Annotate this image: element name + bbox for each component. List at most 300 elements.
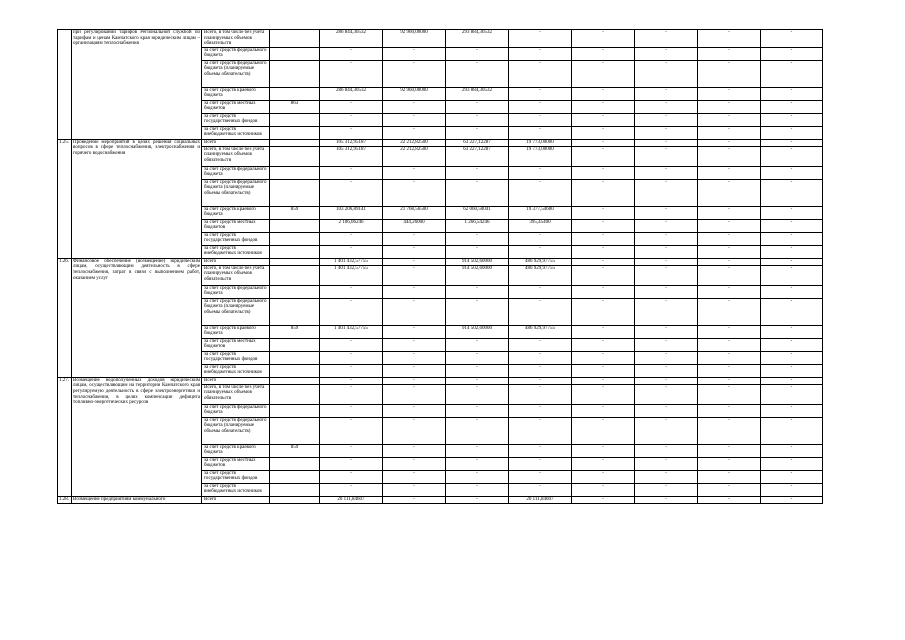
amount-cell: - xyxy=(320,377,383,384)
amount-cell: - xyxy=(446,298,509,325)
amount-cell: - xyxy=(320,384,383,404)
amount-cell: - xyxy=(698,470,761,483)
amount-cell: - xyxy=(383,417,446,444)
amount-cell: - xyxy=(509,232,572,245)
amount-cell: 62 060,50041 xyxy=(446,206,509,219)
amount-cell: - xyxy=(383,258,446,265)
amount-cell: - xyxy=(320,298,383,325)
amount-cell: - xyxy=(509,47,572,60)
budget-table-sheet xyxy=(57,29,822,602)
funding-source: за счет средств местных бюджетов xyxy=(202,338,270,351)
amount-cell: - xyxy=(572,384,635,404)
amount-cell: - xyxy=(572,496,635,503)
amount-cell: - xyxy=(383,384,446,404)
amount-cell: - xyxy=(383,404,446,417)
amount-cell: - xyxy=(635,384,698,404)
grbs-code: 859 xyxy=(270,325,320,338)
amount-cell: - xyxy=(320,113,383,126)
amount-cell: - xyxy=(761,325,823,338)
amount-cell: - xyxy=(446,377,509,384)
amount-cell: - xyxy=(761,139,823,146)
funding-source: за счет средств государственных фондов xyxy=(202,351,270,364)
table-row xyxy=(58,377,823,384)
amount-cell: - xyxy=(383,298,446,325)
amount-cell: - xyxy=(572,179,635,206)
funding-source: за счет средств федерального бюджета (планируемые объемы обязательств) xyxy=(202,298,270,325)
amount-cell: - xyxy=(572,417,635,444)
grbs-code xyxy=(270,139,320,146)
amount-cell: - xyxy=(761,113,823,126)
amount-cell: - xyxy=(572,245,635,258)
amount-cell: - xyxy=(635,139,698,146)
amount-cell: - xyxy=(761,364,823,377)
amount-cell: - xyxy=(446,457,509,470)
funding-source: за счет средств федерального бюджета (планируемые объемы обязательств) xyxy=(202,179,270,206)
amount-cell: - xyxy=(509,113,572,126)
amount-cell: - xyxy=(635,470,698,483)
amount-cell: - xyxy=(383,126,446,139)
amount-cell: - xyxy=(446,483,509,496)
amount-cell: - xyxy=(572,100,635,113)
grbs-code xyxy=(270,60,320,87)
amount-cell: - xyxy=(635,404,698,417)
amount-cell: - xyxy=(572,30,635,48)
funding-source: за счет средств федерального бюджета (планируемые объемы обязательств) xyxy=(202,417,270,444)
amount-cell: - xyxy=(635,30,698,48)
amount-cell: - xyxy=(509,245,572,258)
amount-cell: - xyxy=(698,325,761,338)
item-name: Возмещение предприятиям коммунального xyxy=(72,496,202,503)
amount-cell: - xyxy=(572,113,635,126)
amount-cell: - xyxy=(320,285,383,298)
amount-cell: - xyxy=(446,47,509,60)
item-number: 1.25. xyxy=(58,139,72,258)
amount-cell: - xyxy=(635,126,698,139)
funding-source: за счет средств федерального бюджета xyxy=(202,285,270,298)
amount-cell: 20 111,84607 xyxy=(320,496,383,503)
amount-cell: - xyxy=(446,338,509,351)
amount-cell: 286 844,30532 xyxy=(320,30,383,48)
amount-cell: - xyxy=(509,126,572,139)
amount-cell: - xyxy=(698,265,761,285)
amount-cell: - xyxy=(761,384,823,404)
grbs-code xyxy=(270,377,320,384)
grbs-code xyxy=(270,351,320,364)
amount-cell: - xyxy=(698,457,761,470)
grbs-code xyxy=(270,470,320,483)
amount-cell: - xyxy=(635,483,698,496)
grbs-code xyxy=(270,258,320,265)
amount-cell: - xyxy=(698,444,761,457)
amount-cell: - xyxy=(698,146,761,166)
item-number: 1.27. xyxy=(58,377,72,496)
amount-cell: - xyxy=(383,47,446,60)
amount-cell: - xyxy=(509,60,572,87)
amount-cell: - xyxy=(635,100,698,113)
amount-cell: - xyxy=(698,351,761,364)
amount-cell: 19 377,54600 xyxy=(509,206,572,219)
amount-cell: 293 884,30532 xyxy=(446,87,509,100)
amount-cell: - xyxy=(509,470,572,483)
amount-cell: - xyxy=(761,444,823,457)
amount-cell: - xyxy=(572,166,635,179)
amount-cell: 19 773,00000 xyxy=(509,146,572,166)
amount-cell: - xyxy=(509,285,572,298)
amount-cell: - xyxy=(635,444,698,457)
funding-source: за счет средств краевого бюджета xyxy=(202,325,270,338)
funding-source: Всего, в том числе без учета планируемых объемов обязательств xyxy=(202,30,270,48)
grbs-code: 863 xyxy=(270,100,320,113)
amount-cell: 914 502,60000 xyxy=(446,325,509,338)
amount-cell: 286 844,30532 xyxy=(320,87,383,100)
amount-cell: - xyxy=(572,258,635,265)
amount-cell: - xyxy=(509,404,572,417)
funding-source: Всего xyxy=(202,139,270,146)
amount-cell: - xyxy=(572,377,635,384)
amount-cell: - xyxy=(635,351,698,364)
amount-cell: - xyxy=(572,219,635,232)
amount-cell: - xyxy=(446,444,509,457)
item-name: Возмещение недополученных доходов юридическим лицам, осуществляющим на территории Камчатского края регулируемую деятельность в сфере электроэнергетики и теплоснабжения, в целях компенсации дефицита топливно-энергетических ресурсов xyxy=(72,377,202,496)
amount-cell: 22 212,82500 xyxy=(383,139,446,146)
funding-source: за счет средств федерального бюджета xyxy=(202,47,270,60)
amount-cell: - xyxy=(320,351,383,364)
amount-cell: - xyxy=(572,457,635,470)
amount-cell: - xyxy=(761,232,823,245)
amount-cell: - xyxy=(698,166,761,179)
amount-cell: - xyxy=(572,232,635,245)
grbs-code xyxy=(270,483,320,496)
amount-cell: - xyxy=(698,258,761,265)
grbs-code xyxy=(270,417,320,444)
amount-cell: - xyxy=(698,60,761,87)
amount-cell: 21 768,56500 xyxy=(383,206,446,219)
amount-cell: - xyxy=(383,351,446,364)
amount-cell: - xyxy=(761,126,823,139)
amount-cell: - xyxy=(572,60,635,87)
funding-source: Всего xyxy=(202,377,270,384)
amount-cell: - xyxy=(383,444,446,457)
grbs-code xyxy=(270,47,320,60)
amount-cell: - xyxy=(446,285,509,298)
amount-cell: 105 312,95187 xyxy=(320,139,383,146)
amount-cell: - xyxy=(698,139,761,146)
amount-cell: - xyxy=(698,206,761,219)
amount-cell: - xyxy=(635,179,698,206)
funding-source: Всего, в том числе без учета планируемых объемов обязательств xyxy=(202,384,270,404)
funding-source: Всего xyxy=(202,496,270,503)
amount-cell: 63 227,12287 xyxy=(446,146,509,166)
grbs-code: 859 xyxy=(270,444,320,457)
amount-cell: - xyxy=(446,166,509,179)
amount-cell: - xyxy=(698,417,761,444)
amount-cell: - xyxy=(446,384,509,404)
amount-cell: - xyxy=(320,60,383,87)
grbs-code: 859 xyxy=(270,206,320,219)
amount-cell: - xyxy=(383,377,446,384)
amount-cell: - xyxy=(635,265,698,285)
amount-cell: - xyxy=(635,245,698,258)
amount-cell: 486 929,97755 xyxy=(509,325,572,338)
amount-cell: - xyxy=(761,206,823,219)
amount-cell: - xyxy=(383,364,446,377)
amount-cell: - xyxy=(509,351,572,364)
amount-cell: - xyxy=(635,113,698,126)
budget-table xyxy=(57,29,823,504)
grbs-code xyxy=(270,384,320,404)
amount-cell: - xyxy=(509,384,572,404)
amount-cell: 395,45400 xyxy=(509,219,572,232)
amount-cell: - xyxy=(761,457,823,470)
amount-cell: 1 266,54246 xyxy=(446,219,509,232)
funding-source: за счет средств краевого бюджета xyxy=(202,206,270,219)
amount-cell: - xyxy=(572,47,635,60)
amount-cell: - xyxy=(635,60,698,87)
amount-cell: 486 929,97755 xyxy=(509,258,572,265)
amount-cell: - xyxy=(509,444,572,457)
amount-cell: - xyxy=(761,285,823,298)
amount-cell: - xyxy=(635,166,698,179)
amount-cell: - xyxy=(572,338,635,351)
amount-cell: - xyxy=(698,404,761,417)
amount-cell: 105 312,95187 xyxy=(320,146,383,166)
grbs-code xyxy=(270,285,320,298)
amount-cell: - xyxy=(320,444,383,457)
amount-cell: - xyxy=(509,417,572,444)
amount-cell: - xyxy=(698,219,761,232)
amount-cell: - xyxy=(509,364,572,377)
amount-cell: - xyxy=(698,483,761,496)
table-row xyxy=(58,139,823,146)
funding-source: за счет средств федерального бюджета xyxy=(202,166,270,179)
amount-cell: - xyxy=(509,483,572,496)
amount-cell: 22 212,82500 xyxy=(383,146,446,166)
amount-cell: 19 773,00000 xyxy=(509,139,572,146)
amount-cell: 103 206,89141 xyxy=(320,206,383,219)
amount-cell: 63 227,12287 xyxy=(446,139,509,146)
grbs-code xyxy=(270,364,320,377)
amount-cell: - xyxy=(761,219,823,232)
amount-cell: - xyxy=(572,146,635,166)
amount-cell: - xyxy=(761,483,823,496)
amount-cell: - xyxy=(698,377,761,384)
amount-cell: - xyxy=(761,377,823,384)
amount-cell: - xyxy=(698,87,761,100)
amount-cell: - xyxy=(320,404,383,417)
funding-source: за счет средств местных бюджетов xyxy=(202,100,270,113)
funding-source: за счет средств краевого бюджета xyxy=(202,444,270,457)
funding-source: за счет средств государственных фондов xyxy=(202,232,270,245)
amount-cell: 20 111,84607 xyxy=(509,496,572,503)
amount-cell: - xyxy=(320,417,383,444)
amount-cell: - xyxy=(572,139,635,146)
funding-source: за счет средств местных бюджетов xyxy=(202,457,270,470)
amount-cell: - xyxy=(446,60,509,87)
grbs-code xyxy=(270,232,320,245)
amount-cell: 92 960,00000 xyxy=(383,87,446,100)
amount-cell: - xyxy=(446,404,509,417)
amount-cell: - xyxy=(383,179,446,206)
amount-cell: - xyxy=(509,457,572,470)
amount-cell: 2 106,06246 xyxy=(320,219,383,232)
amount-cell: - xyxy=(383,285,446,298)
amount-cell: - xyxy=(761,87,823,100)
amount-cell: - xyxy=(635,496,698,503)
amount-cell: 1 401 432,57755 xyxy=(320,258,383,265)
amount-cell: - xyxy=(698,179,761,206)
amount-cell: - xyxy=(572,470,635,483)
amount-cell: - xyxy=(761,338,823,351)
amount-cell: - xyxy=(698,298,761,325)
amount-cell: - xyxy=(446,351,509,364)
item-name: при регулировании тарифов Региональной службой по тарифам и ценам Камчатского края юридическим лицам – организациям теплоснабжения xyxy=(72,30,202,140)
amount-cell: - xyxy=(383,483,446,496)
table-row xyxy=(58,30,823,48)
amount-cell: - xyxy=(635,298,698,325)
amount-cell: - xyxy=(761,47,823,60)
amount-cell: - xyxy=(320,232,383,245)
grbs-code xyxy=(270,179,320,206)
item-name: Финансовое обеспечение (возмещение) юридическим лицам, осуществляющим деятельность в сфере теплоснабжения, затрат в связи с выполнением работ, оказанием услуг xyxy=(72,258,202,377)
amount-cell: - xyxy=(635,146,698,166)
amount-cell: - xyxy=(572,87,635,100)
grbs-code xyxy=(270,265,320,285)
amount-cell: - xyxy=(320,457,383,470)
amount-cell: - xyxy=(383,338,446,351)
amount-cell: - xyxy=(698,30,761,48)
amount-cell: - xyxy=(446,245,509,258)
grbs-code xyxy=(270,496,320,503)
amount-cell: - xyxy=(509,87,572,100)
amount-cell: - xyxy=(446,496,509,503)
amount-cell: - xyxy=(446,100,509,113)
amount-cell: - xyxy=(698,113,761,126)
grbs-code xyxy=(270,30,320,48)
table-row xyxy=(58,258,823,265)
amount-cell: - xyxy=(320,126,383,139)
amount-cell: - xyxy=(320,338,383,351)
amount-cell: - xyxy=(761,417,823,444)
amount-cell: - xyxy=(698,100,761,113)
amount-cell: - xyxy=(635,232,698,245)
amount-cell: - xyxy=(698,384,761,404)
table-row xyxy=(58,496,823,503)
amount-cell: - xyxy=(320,245,383,258)
amount-cell: - xyxy=(761,166,823,179)
item-number: 1.26. xyxy=(58,258,72,377)
amount-cell: - xyxy=(383,60,446,87)
amount-cell: - xyxy=(320,166,383,179)
amount-cell: 444,26000 xyxy=(383,219,446,232)
grbs-code xyxy=(270,404,320,417)
grbs-code xyxy=(270,338,320,351)
amount-cell: - xyxy=(446,113,509,126)
amount-cell: - xyxy=(761,404,823,417)
amount-cell: - xyxy=(761,100,823,113)
amount-cell: - xyxy=(635,219,698,232)
amount-cell: - xyxy=(698,126,761,139)
amount-cell: - xyxy=(572,126,635,139)
amount-cell: - xyxy=(761,258,823,265)
amount-cell: - xyxy=(383,232,446,245)
amount-cell: - xyxy=(383,496,446,503)
amount-cell: - xyxy=(635,206,698,219)
amount-cell: - xyxy=(635,417,698,444)
amount-cell: - xyxy=(698,232,761,245)
amount-cell: - xyxy=(635,338,698,351)
funding-source: за счет средств внебюджетных источников xyxy=(202,483,270,496)
amount-cell: 914 502,60000 xyxy=(446,265,509,285)
grbs-code xyxy=(270,113,320,126)
amount-cell: - xyxy=(320,364,383,377)
amount-cell: - xyxy=(509,30,572,48)
amount-cell: - xyxy=(761,245,823,258)
grbs-code xyxy=(270,457,320,470)
funding-source: за счет средств краевого бюджета xyxy=(202,87,270,100)
amount-cell: - xyxy=(383,113,446,126)
amount-cell: - xyxy=(383,470,446,483)
amount-cell: - xyxy=(635,258,698,265)
item-number: 1.28. xyxy=(58,496,72,503)
amount-cell: - xyxy=(635,457,698,470)
amount-cell: - xyxy=(698,47,761,60)
amount-cell: - xyxy=(446,179,509,206)
amount-cell: - xyxy=(572,404,635,417)
amount-cell: - xyxy=(320,47,383,60)
amount-cell: - xyxy=(761,496,823,503)
amount-cell: 1 401 432,57755 xyxy=(320,325,383,338)
funding-source: за счет средств государственных фондов xyxy=(202,113,270,126)
amount-cell: - xyxy=(572,265,635,285)
amount-cell: 486 929,97755 xyxy=(509,265,572,285)
amount-cell: - xyxy=(698,496,761,503)
amount-cell: - xyxy=(320,100,383,113)
amount-cell: - xyxy=(761,30,823,48)
amount-cell: - xyxy=(761,146,823,166)
amount-cell: - xyxy=(698,285,761,298)
funding-source: за счет средств федерального бюджета xyxy=(202,404,270,417)
amount-cell: - xyxy=(383,325,446,338)
funding-source: за счет средств внебюджетных источников xyxy=(202,364,270,377)
amount-cell: - xyxy=(383,457,446,470)
funding-source: Всего xyxy=(202,258,270,265)
funding-source: за счет средств федерального бюджета (планируемые объемы обязательств) xyxy=(202,60,270,87)
amount-cell: - xyxy=(698,364,761,377)
amount-cell: - xyxy=(446,364,509,377)
amount-cell: - xyxy=(572,351,635,364)
amount-cell: - xyxy=(446,417,509,444)
amount-cell: - xyxy=(635,325,698,338)
amount-cell: - xyxy=(509,179,572,206)
amount-cell: - xyxy=(761,351,823,364)
funding-source: Всего, в том числе без учета планируемых объемов обязательств xyxy=(202,265,270,285)
grbs-code xyxy=(270,298,320,325)
amount-cell: - xyxy=(698,338,761,351)
amount-cell: - xyxy=(383,166,446,179)
amount-cell: - xyxy=(383,245,446,258)
amount-cell: - xyxy=(698,245,761,258)
amount-cell: - xyxy=(320,470,383,483)
amount-cell: - xyxy=(572,364,635,377)
amount-cell: - xyxy=(572,298,635,325)
amount-cell: - xyxy=(572,483,635,496)
amount-cell: 1 401 432,57755 xyxy=(320,265,383,285)
amount-cell: - xyxy=(509,298,572,325)
amount-cell: - xyxy=(383,100,446,113)
amount-cell: - xyxy=(761,470,823,483)
amount-cell: - xyxy=(320,179,383,206)
amount-cell: - xyxy=(572,444,635,457)
